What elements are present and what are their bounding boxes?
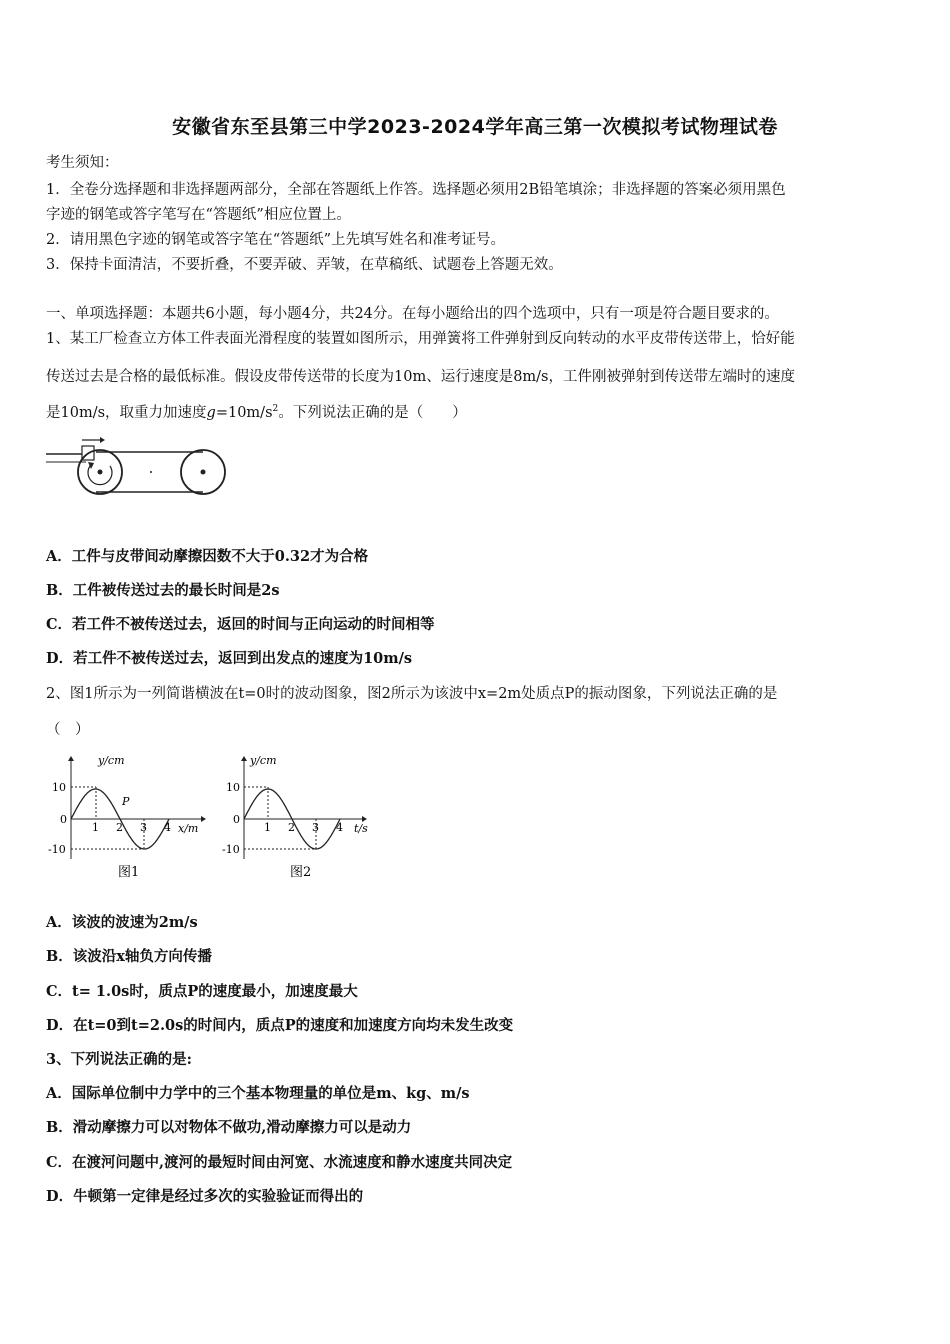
y-tick-bottom: -10 bbox=[222, 843, 240, 856]
figure-caption: 图1 bbox=[118, 865, 140, 880]
q3-option-c[interactable]: C．在渡河问题中,渡河的最短时间由河宽、水流速度和静水速度共同决定 bbox=[46, 1154, 513, 1171]
y-tick-top: 10 bbox=[226, 781, 240, 794]
t-tick: 3 bbox=[312, 821, 319, 834]
wave-figure-2 bbox=[222, 754, 387, 884]
question-3-stem: 3、下列说法正确的是: bbox=[46, 1051, 192, 1068]
x-tick: 2 bbox=[116, 821, 123, 834]
y-tick-bottom: -10 bbox=[48, 843, 66, 856]
conveyor-belt-figure bbox=[46, 432, 236, 512]
x-axis-arrow bbox=[201, 816, 206, 822]
t-tick: 1 bbox=[264, 821, 271, 834]
point-label: P bbox=[122, 795, 130, 808]
velocity-arrowhead bbox=[100, 437, 105, 443]
q1-option-d[interactable]: D．若工件不被传送过去，返回到出发点的速度为10m/s bbox=[46, 650, 413, 667]
y-tick-zero: 0 bbox=[60, 813, 67, 826]
notice-item: 字迹的钢笔或答字笔写在“答题纸”相应位置上。 bbox=[46, 207, 351, 223]
t-tick: 2 bbox=[288, 821, 295, 834]
right-axle bbox=[201, 470, 206, 475]
question-1-stem: 传送过去是合格的最低标准。假设皮带传送带的长度为10m、运行速度是8m/s，工件刚被弹射到传送带左端时的速度 bbox=[46, 369, 795, 385]
notice-item: 3．保持卡面清洁，不要折叠，不要弄破、弄皱，在草稿纸、试题卷上答题无效。 bbox=[46, 257, 563, 273]
superscript: 2 bbox=[272, 404, 279, 415]
section-heading: 一、单项选择题：本题共6小题，每小题4分，共24分。在每小题给出的四个选项中，只有一项是符合题目要求的。 bbox=[46, 306, 779, 322]
y-axis-arrow bbox=[241, 756, 247, 761]
y-tick-zero: 0 bbox=[233, 813, 240, 826]
y-tick-top: 10 bbox=[52, 781, 66, 794]
y-axis-arrow bbox=[68, 756, 74, 761]
stem-text: =10m/s bbox=[215, 405, 273, 421]
left-axle bbox=[98, 470, 103, 475]
x-tick: 4 bbox=[164, 821, 171, 834]
y-label: y/cm bbox=[98, 754, 125, 767]
wave-figure-1 bbox=[46, 754, 211, 884]
q1-option-b[interactable]: B．工件被传送过去的最长时间是2s bbox=[46, 582, 280, 599]
q3-option-a[interactable]: A．国际单位制中力学中的三个基本物理量的单位是m、kg、m/s bbox=[46, 1085, 470, 1102]
q1-option-c[interactable]: C．若工件不被传送过去，返回的时间与正向运动的时间相等 bbox=[46, 616, 435, 633]
q1-option-a[interactable]: A．工件与皮带间动摩擦因数不大于0.32才为合格 bbox=[46, 548, 369, 565]
y-label: y/cm bbox=[250, 754, 277, 767]
rotation-arrow bbox=[88, 466, 112, 485]
question-1-stem: 1、某工厂检查立方体工件表面光滑程度的装置如图所示，用弹簧将工件弹射到反向转动的水平皮带传送带上，恰好能 bbox=[46, 331, 795, 347]
notice-heading: 考生须知： bbox=[46, 155, 119, 171]
q3-option-d[interactable]: D．牛顿第一定律是经过多次的实验验证而得出的 bbox=[46, 1188, 364, 1205]
stem-text: 。下列说法正确的是（ ） bbox=[278, 405, 467, 421]
figure-caption: 图2 bbox=[290, 865, 312, 880]
question-2-stem: （ ） bbox=[46, 722, 90, 738]
t-tick: 4 bbox=[336, 821, 343, 834]
q2-option-c[interactable]: C．t= 1.0s时，质点P的速度最小，加速度最大 bbox=[46, 983, 358, 1000]
notice-item: 2．请用黑色字迹的钢笔或答字笔在“答题纸”上先填写姓名和准考证号。 bbox=[46, 232, 506, 248]
gravity-symbol: g bbox=[206, 405, 216, 421]
q2-option-b[interactable]: B．该波沿x轴负方向传播 bbox=[46, 948, 212, 965]
q2-option-a[interactable]: A．该波的波速为2m/s bbox=[46, 914, 198, 931]
x-label: x/m bbox=[178, 822, 199, 835]
question-2-stem: 2、图1所示为一列简谐横波在t=0时的波动图象，图2所示为该波中x=2m处质点P的振动图象，下列说法正确的是 bbox=[46, 686, 778, 702]
notice-item: 1．全卷分选择题和非选择题两部分，全部在答题纸上作答。选择题必须用2B铅笔填涂；非选择题的答案必须用黑色 bbox=[46, 182, 786, 198]
t-label: t/s bbox=[354, 822, 368, 835]
stem-text: 是10m/s，取重力加速度 bbox=[46, 405, 207, 421]
x-tick: 1 bbox=[92, 821, 99, 834]
q3-option-b[interactable]: B．滑动摩擦力可以对物体不做功,滑动摩擦力可以是动力 bbox=[46, 1119, 412, 1136]
dot bbox=[150, 471, 152, 473]
x-tick: 3 bbox=[140, 821, 147, 834]
question-1-stem-line3 bbox=[46, 401, 467, 422]
page-title: 安徽省东至县第三中学2023-2024学年高三第一次模拟考试物理试卷 bbox=[172, 116, 778, 138]
q2-option-d[interactable]: D．在t=0到t=2.0s的时间内，质点P的速度和加速度方向均未发生改变 bbox=[46, 1017, 514, 1034]
